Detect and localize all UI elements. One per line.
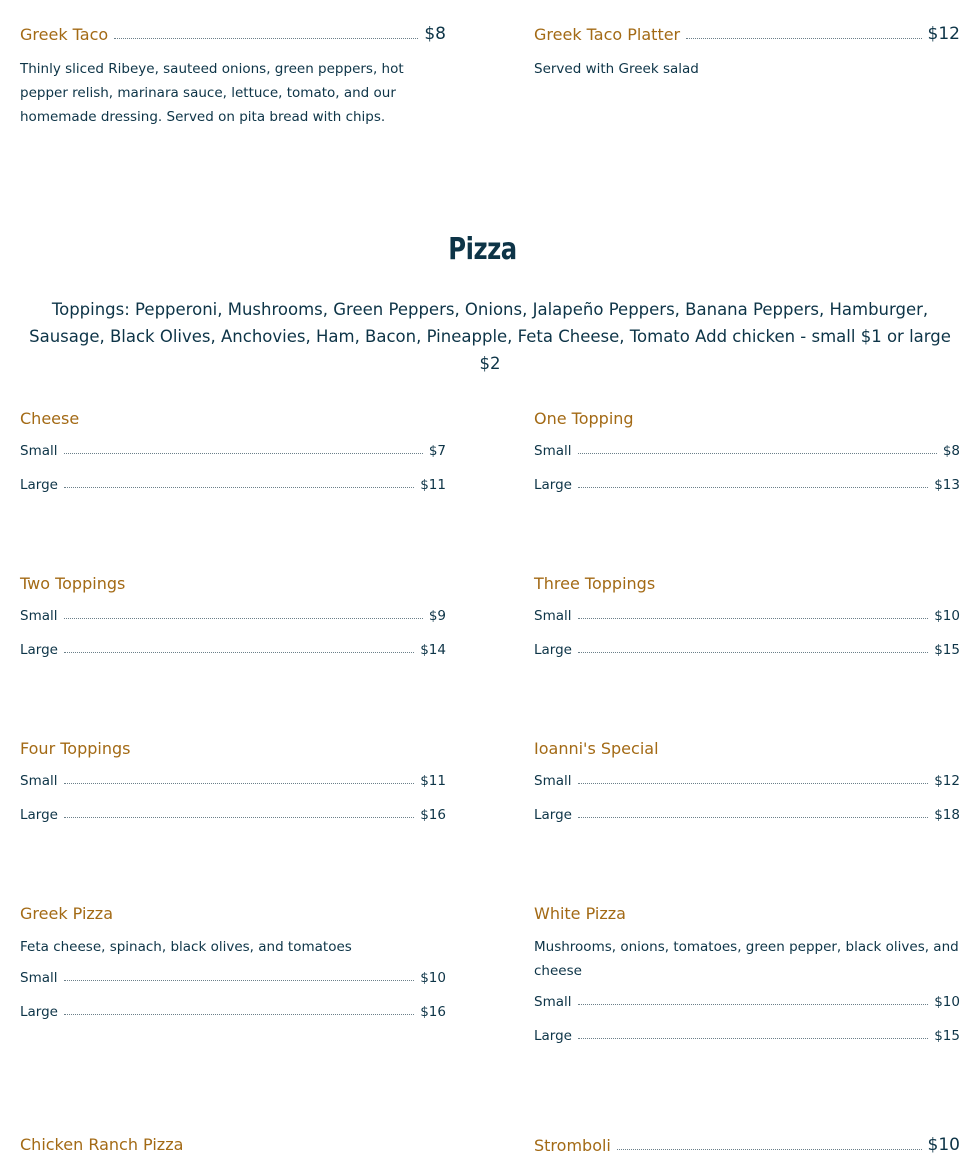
dot-leader [578, 1038, 928, 1039]
item-name: One Topping [534, 409, 634, 428]
size-label: Large [534, 642, 572, 658]
item-description: Thinly sliced Ribeye, sauteed onions, green peppers, hot pepper relish, marinara sauce, lettuce, tomato, and our homemade dressing. Served on pita bread with chips. [20, 61, 404, 125]
size-price: $10 [934, 608, 960, 624]
pizza-item-cheese [20, 409, 446, 493]
item-price: $8 [424, 24, 446, 44]
dot-leader [617, 1149, 922, 1150]
price-row-large [534, 477, 960, 493]
item-description: Served with Greek salad [534, 61, 699, 77]
price-row-small [534, 994, 960, 1010]
item-description: Mushrooms, onions, tomatoes, green pepper, black olives, and cheese [534, 939, 959, 979]
item-name: Stromboli [534, 1136, 611, 1155]
price-row-large [20, 1004, 446, 1020]
menu-item-stromboli [534, 1135, 960, 1155]
dot-leader [64, 652, 414, 653]
item-name: Greek Taco Platter [534, 25, 681, 44]
size-label: Large [534, 477, 572, 493]
pizza-item-four-toppings [20, 739, 446, 823]
dot-leader [578, 1004, 929, 1005]
pizza-item-two-toppings [20, 574, 446, 658]
item-name: Greek Taco [20, 25, 109, 44]
size-price: $10 [420, 970, 446, 986]
price-row-large [534, 807, 960, 823]
dot-leader [578, 652, 928, 653]
dot-leader [64, 783, 415, 784]
dot-leader [64, 487, 414, 488]
size-label: Small [20, 773, 58, 789]
pizza-item-greek-pizza [20, 904, 446, 1020]
pizza-item-three-toppings [534, 574, 960, 658]
item-name: White Pizza [534, 904, 626, 923]
size-label: Small [20, 970, 58, 986]
dot-leader [64, 618, 423, 619]
size-price: $11 [420, 773, 446, 789]
dot-leader [64, 1014, 414, 1015]
size-price: $10 [934, 994, 960, 1010]
dot-leader [64, 453, 423, 454]
size-label: Large [20, 477, 58, 493]
menu-item-greek-taco [20, 24, 446, 129]
item-name: Greek Pizza [20, 904, 114, 923]
size-price: $12 [934, 773, 960, 789]
size-price: $11 [420, 477, 446, 493]
size-label: Large [20, 807, 58, 823]
size-price: $16 [420, 1004, 446, 1020]
item-name: Ioanni's Special [534, 739, 659, 758]
price-row-small [20, 970, 446, 986]
menu-item-chicken-ranch-pizza [20, 1135, 446, 1154]
size-label: Small [20, 608, 58, 624]
dot-leader [686, 38, 921, 39]
size-price: $13 [934, 477, 960, 493]
item-description: Feta cheese, spinach, black olives, and tomatoes [20, 939, 352, 955]
size-label: Large [534, 1028, 572, 1044]
item-name: Cheese [20, 409, 80, 428]
size-label: Large [20, 642, 58, 658]
dot-leader [578, 487, 928, 488]
price-row-small [534, 443, 960, 459]
price-row-small [20, 443, 446, 459]
item-name: Chicken Ranch Pizza [20, 1135, 184, 1154]
price-row-large [20, 477, 446, 493]
price-row-large [534, 642, 960, 658]
price-row-small [20, 773, 446, 789]
price-row-large [20, 642, 446, 658]
size-price: $9 [428, 608, 446, 624]
item-name: Three Toppings [534, 574, 656, 593]
size-label: Large [534, 807, 572, 823]
size-price: $14 [420, 642, 446, 658]
dot-leader [64, 980, 415, 981]
price-row-large [534, 1028, 960, 1044]
dot-leader [578, 783, 929, 784]
size-price: $16 [420, 807, 446, 823]
pizza-item-white-pizza [534, 904, 960, 1044]
size-label: Small [534, 773, 572, 789]
size-price: $15 [934, 642, 960, 658]
dot-leader [578, 453, 937, 454]
size-label: Large [20, 1004, 58, 1020]
size-price: $18 [934, 807, 960, 823]
dot-leader [578, 817, 928, 818]
section-title-pizza: Pizza [448, 232, 517, 267]
menu-item-greek-taco-platter [534, 24, 960, 81]
dot-leader [64, 817, 414, 818]
item-name: Two Toppings [20, 574, 126, 593]
price-row-small [534, 608, 960, 624]
price-row-small [20, 608, 446, 624]
pizza-item-one-topping [534, 409, 960, 493]
size-price: $8 [942, 443, 960, 459]
item-name: Four Toppings [20, 739, 131, 758]
price-row-large [20, 807, 446, 823]
dot-leader [578, 618, 929, 619]
pizza-item-ioannis-special [534, 739, 960, 823]
toppings-note: Toppings: Pepperoni, Mushrooms, Green Peppers, Onions, Jalapeño Peppers, Banana Peppers, Hamburger, Sausage, Black Olives, Anchovies, Ham, Bacon, Pineapple, Feta Cheese, Tomato Add chicken - small $1 or large $2 [29, 300, 951, 373]
price-row-small [534, 773, 960, 789]
size-label: Small [534, 994, 572, 1010]
size-price: $15 [934, 1028, 960, 1044]
item-price: $10 [927, 1135, 960, 1155]
size-label: Small [20, 443, 58, 459]
size-label: Small [534, 443, 572, 459]
item-price: $12 [927, 24, 960, 44]
size-label: Small [534, 608, 572, 624]
size-price: $7 [428, 443, 446, 459]
dot-leader [114, 38, 418, 39]
